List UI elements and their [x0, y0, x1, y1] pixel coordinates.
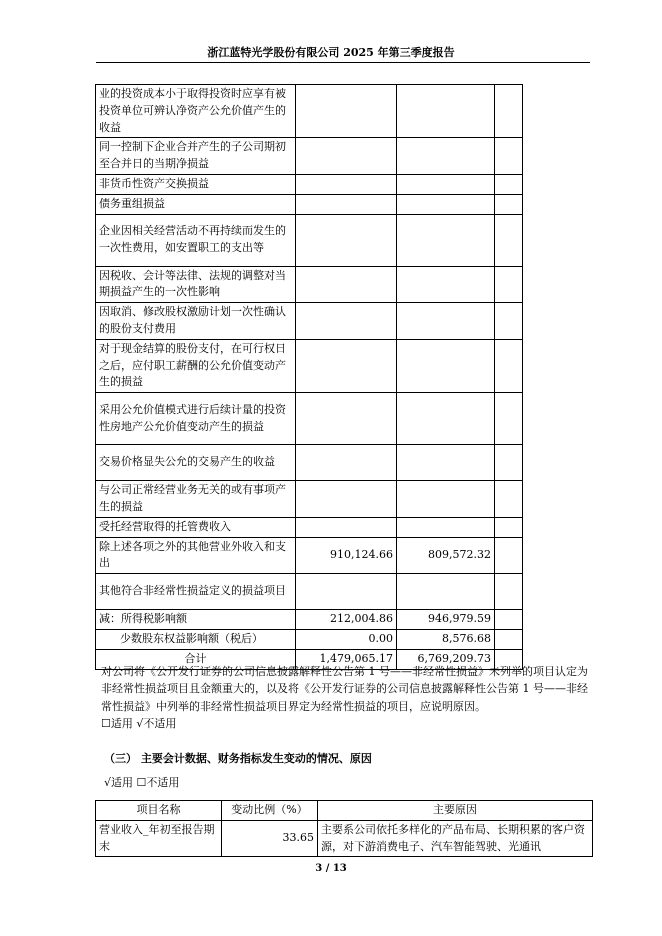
ytd-cell — [397, 481, 495, 518]
explanation-paragraph: 对公司将《公开发行证券的公司信息披露解释性公告第 1 号——非经常性损益》未列举的项目认定为非经常性损益项目且金额重大的，以及将《公开发行证券的公司信息披露解释性公告第 1 号——非经常性损益》中列举的非经常性损益项目界定为经常性损益的项目，应说明原因。 — [101, 665, 588, 713]
table-row — [96, 629, 523, 649]
current-period-cell — [296, 85, 397, 138]
note-cell — [495, 174, 523, 194]
header-divider — [96, 62, 590, 63]
ytd-cell — [397, 445, 495, 481]
note-cell — [495, 610, 523, 630]
table-row — [96, 303, 523, 340]
table-row — [96, 214, 523, 266]
applicability-note-2: √适用 ☐不适用 — [104, 776, 180, 789]
header-main-reason: 主要原因 — [318, 801, 593, 821]
header-change-ratio: 变动比例（%） — [222, 801, 318, 821]
current-period-cell — [296, 517, 397, 537]
table-row — [96, 339, 523, 392]
note-cell — [495, 85, 523, 138]
row-label-cell: 债务重组损益 — [96, 194, 296, 214]
ytd-cell — [397, 339, 495, 392]
ytd-cell — [397, 266, 495, 303]
current-period-cell — [296, 214, 397, 266]
table-row — [96, 537, 523, 574]
table-row — [96, 445, 523, 481]
current-period-cell — [296, 339, 397, 392]
current-period-cell — [296, 138, 397, 175]
reason-cell: 主要系公司依托多样化的产品布局、长期积累的客户资源，对下游消费电子、汽车智能驾驶、光通讯 — [318, 820, 593, 857]
row-label-cell: 交易价格显失公允的交易产生的收益 — [96, 445, 296, 481]
ytd-cell: 809,572.32 — [397, 537, 495, 574]
row-label-cell: 与公司正常经营业务无关的或有事项产生的损益 — [96, 481, 296, 518]
current-period-cell: 1,479,065.17 — [296, 649, 397, 669]
row-label-cell: 同一控制下企业合并产生的子公司期初至合并日的当期净损益 — [96, 138, 296, 175]
table-row — [96, 517, 523, 537]
current-period-cell — [296, 574, 397, 610]
page-number: 3 / 13 — [315, 863, 347, 874]
note-cell — [495, 339, 523, 392]
row-label-cell: 企业因相关经营活动不再持续而发生的一次性费用，如安置职工的支出等 — [96, 214, 296, 266]
note-cell — [495, 537, 523, 574]
table-row — [96, 138, 523, 175]
current-period-cell — [296, 303, 397, 340]
note-cell — [495, 138, 523, 175]
row-label-cell: 采用公允价值模式进行后续计量的投资性房地产公允价值变动产生的损益 — [96, 393, 296, 445]
row-label-cell: 业的投资成本小于取得投资时应享有被投资单位可辨认净资产公允价值产生的收益 — [96, 85, 296, 138]
row-label-cell: 因取消、修改股权激励计划一次性确认的股份支付费用 — [96, 303, 296, 340]
note-cell — [495, 574, 523, 610]
current-period-cell — [296, 481, 397, 518]
non-recurring-gains-table — [95, 84, 523, 670]
note-cell — [495, 481, 523, 518]
current-period-cell: 910,124.66 — [296, 537, 397, 574]
page-header: 浙江蓝特光学股份有限公司 2025 年第三季度报告 — [207, 46, 455, 59]
note-cell — [495, 194, 523, 214]
table-row — [96, 574, 523, 610]
row-label-cell: 受托经营取得的托管费收入 — [96, 517, 296, 537]
header-item-name: 项目名称 — [96, 801, 222, 821]
table-row — [96, 610, 523, 630]
row-label-cell: 减：所得税影响额 — [96, 610, 296, 630]
row-label-cell: 其他符合非经常性损益定义的损益项目 — [96, 574, 296, 610]
current-period-cell — [296, 393, 397, 445]
table-row — [96, 194, 523, 214]
note-cell — [495, 629, 523, 649]
table-row — [96, 481, 523, 518]
change-ratio-cell: 33.65 — [222, 820, 318, 857]
ytd-cell — [397, 174, 495, 194]
row-label-cell: 合计 — [96, 649, 296, 669]
ytd-cell — [397, 303, 495, 340]
current-period-cell: 0.00 — [296, 629, 397, 649]
item-name-cell: 营业收入_年初至报告期末 — [96, 820, 222, 857]
ytd-cell: 6,769,209.73 — [397, 649, 495, 669]
current-period-cell — [296, 266, 397, 303]
ytd-cell — [397, 85, 495, 138]
note-cell — [495, 445, 523, 481]
row-label-cell: 除上述各项之外的其他营业外收入和支出 — [96, 537, 296, 574]
current-period-cell: 212,004.86 — [296, 610, 397, 630]
ytd-cell — [397, 138, 495, 175]
note-cell — [495, 214, 523, 266]
change-reasons-table — [95, 800, 593, 857]
note-cell — [495, 393, 523, 445]
ytd-cell — [397, 214, 495, 266]
row-label-cell: 少数股东权益影响额（税后） — [96, 629, 296, 649]
row-label-cell: 对于现金结算的股份支付，在可行权日之后，应付职工薪酬的公允价值变动产生的损益 — [96, 339, 296, 392]
ytd-cell — [397, 393, 495, 445]
row-label-cell: 非货币性资产交换损益 — [96, 174, 296, 194]
section-heading-3: （三） 主要会计数据、财务指标发生变动的情况、原因 — [104, 752, 372, 765]
table-row — [96, 85, 523, 138]
note-cell — [495, 266, 523, 303]
table-row — [96, 266, 523, 303]
table-row — [96, 820, 593, 857]
note-cell — [495, 303, 523, 340]
table-row — [96, 174, 523, 194]
current-period-cell — [296, 174, 397, 194]
table-row — [96, 393, 523, 445]
ytd-cell: 8,576.68 — [397, 629, 495, 649]
note-cell — [495, 517, 523, 537]
ytd-cell — [397, 574, 495, 610]
table-header-row — [96, 801, 593, 821]
ytd-cell — [397, 517, 495, 537]
row-label-cell: 因税收、会计等法律、法规的调整对当期损益产生的一次性影响 — [96, 266, 296, 303]
current-period-cell — [296, 445, 397, 481]
applicability-note-1: ☐适用 √不适用 — [101, 717, 177, 730]
ytd-cell — [397, 194, 495, 214]
ytd-cell: 946,979.59 — [397, 610, 495, 630]
current-period-cell — [296, 194, 397, 214]
